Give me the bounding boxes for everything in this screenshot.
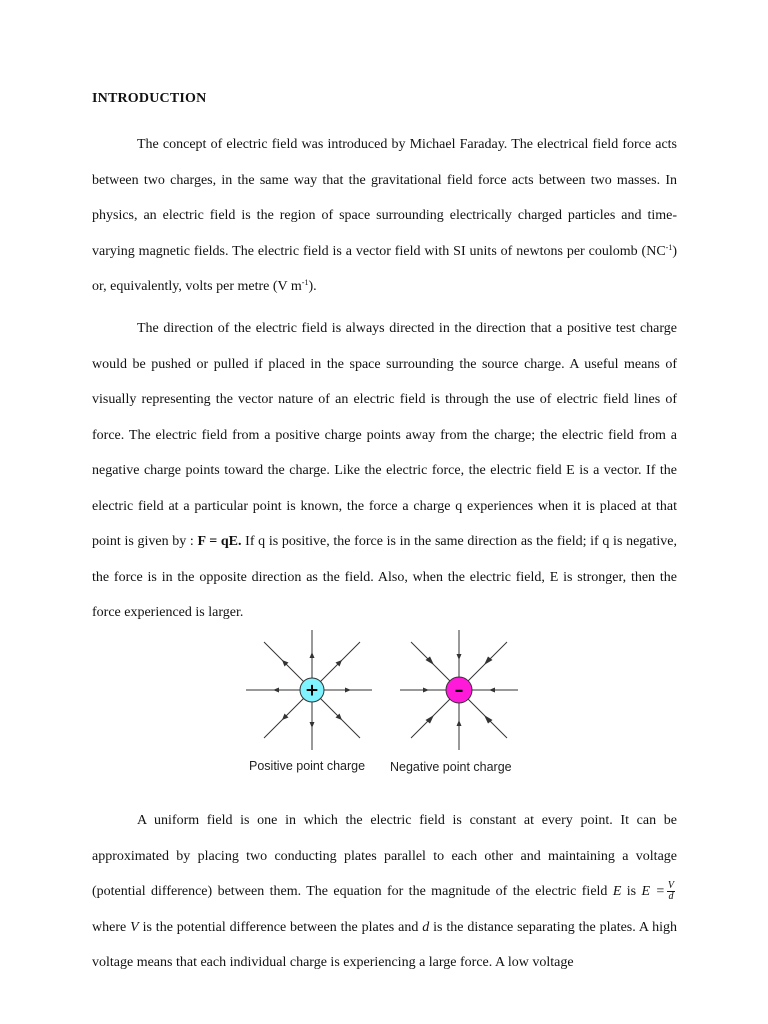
p3-text-e: is the distance separating the plates. A high voltage means that each individual charge is experiencing a large force. A low voltage bbox=[92, 919, 677, 970]
p1-sup-b: -1 bbox=[301, 278, 309, 287]
p3-var-d: d bbox=[422, 919, 430, 935]
positive-charge-caption: Positive point charge bbox=[249, 759, 366, 773]
section-heading: INTRODUCTION bbox=[92, 91, 207, 106]
fraction-denominator: d bbox=[668, 891, 674, 903]
force-formula: F = qE. bbox=[197, 534, 242, 549]
p2-text-b: If q is positive, the force is in the same direction as the field; if q is negative, the force is in the opposite direction as the field. Also, when the electric field, E is stronger, then the force experienced is larger. bbox=[92, 534, 677, 620]
plus-sign: + bbox=[304, 680, 320, 701]
p3-var-e: E bbox=[612, 884, 622, 899]
field-equation bbox=[641, 880, 678, 903]
point-charge-field-diagram bbox=[240, 625, 530, 780]
p3-text-b: is bbox=[621, 884, 642, 899]
p3-text-d: is the potential difference between the plates and bbox=[138, 919, 423, 935]
paragraph-electric-field-intro bbox=[92, 127, 677, 305]
p1-text-c: ). bbox=[308, 279, 317, 294]
p2-text-a: The direction of the electric field is always directed in the direction that a positive test charge would be pushed or pulled if placed in the space surrounding the source charge. A useful means of visually representing the vector nature of an electric field is through the use of electric field lines of force. The electric field from a positive charge points away from the charge; the electric field from a negative charge points toward the charge. Like the electric force, the electric field E is a vector. If the electric field at a particular point is known, the force a charge q experiences when it is placed at that point is given by : bbox=[92, 321, 677, 549]
p1-text-a: The concept of electric field was introduced by Michael Faraday. The electrical field force acts between two charges, in the same way that the gravitational field force acts between two masses. In physics, an electric field is the region of space surrounding electrically charged particles and time-varying magnetic fields. The electric field is a vector field with SI units of newtons per coulomb (NC bbox=[92, 137, 677, 259]
fraction-numerator: V bbox=[667, 880, 675, 892]
equation-fraction bbox=[667, 881, 675, 902]
paragraph-uniform-field bbox=[92, 803, 677, 981]
paragraph-field-direction bbox=[92, 311, 677, 631]
p3-text-a: A uniform field is one in which the electric field is constant at every point. It can be approximated by placing two conducting plates parallel to each other and maintaining a voltage (potential difference) between them. The equation for the magnitude of the electric field bbox=[92, 813, 677, 899]
p3-text-c: where bbox=[92, 919, 131, 935]
p3-var-v: V bbox=[130, 919, 139, 935]
p1-text-b: ) or, equivalently, volts per metre (V m bbox=[92, 243, 677, 294]
p1-sup-a: -1 bbox=[665, 242, 673, 252]
equation-lhs: E = bbox=[641, 884, 665, 899]
negative-charge-caption: Negative point charge bbox=[390, 760, 512, 774]
minus-sign: – bbox=[454, 680, 464, 701]
